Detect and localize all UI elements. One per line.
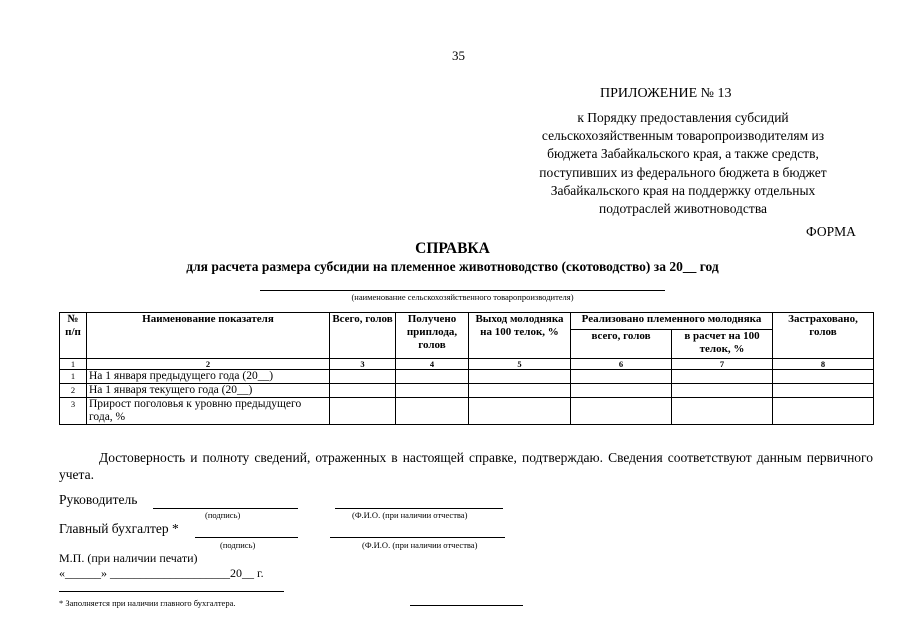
data-table (59, 312, 874, 425)
column-number: 5 (469, 359, 571, 370)
footnote-separator (59, 591, 284, 592)
table-cell[interactable] (330, 384, 396, 398)
table-row (60, 370, 874, 384)
appendix-title: ПРИЛОЖЕНИЕ № 13 (600, 86, 732, 101)
column-number: 3 (330, 359, 396, 370)
head-name-line[interactable] (335, 508, 503, 509)
form-label: ФОРМА (806, 224, 856, 239)
confirmation-text: Достоверность и полноту сведений, отраженных в настоящей справке, подтверждаю. Сведения соответствуют данным первичного учета. (59, 450, 873, 482)
producer-name-caption: (наименование сельскохозяйственного товаропроизводителя) (351, 292, 574, 302)
accountant-signature-caption: (подпись) (220, 540, 256, 550)
table-cell[interactable] (469, 370, 571, 384)
producer-name-line[interactable] (260, 290, 665, 291)
table-cell[interactable] (672, 370, 773, 384)
document-title: СПРАВКА (415, 240, 490, 257)
row-label: На 1 января текущего года (20__) (87, 384, 330, 398)
appendix-line: подотраслей животноводства (598, 201, 768, 217)
appendix-text (498, 109, 868, 218)
row-label: На 1 января предыдущего года (20__) (87, 370, 330, 384)
row-number: 3 (60, 398, 87, 425)
column-number: 2 (87, 359, 330, 370)
stamp-note: М.П. (при наличии печати) (59, 551, 198, 565)
table-cell[interactable] (773, 398, 874, 425)
appendix-line: сельскохозяйственным товаропроизводителям из (541, 128, 825, 144)
header-yield: Выход молодняка на 100 телок, % (469, 313, 571, 359)
appendix-line: бюджета Забайкальского края, а также средств, (547, 146, 819, 162)
table-cell[interactable] (469, 398, 571, 425)
appendix-line: Забайкальского края на поддержку отдельных (550, 182, 816, 198)
date-line[interactable]: «______» ____________________20__ г. (59, 566, 264, 580)
header-num: № п/п (60, 313, 87, 359)
table-row (60, 384, 874, 398)
appendix-line: к Порядку предоставления субсидий (577, 110, 789, 125)
column-number: 4 (396, 359, 469, 370)
head-label: Руководитель (59, 492, 138, 507)
header-name: Наименование показателя (87, 313, 330, 359)
table-cell[interactable] (571, 384, 672, 398)
closing-line (410, 605, 523, 606)
table-cell[interactable] (773, 370, 874, 384)
head-signature-line[interactable] (153, 508, 298, 509)
table-cell[interactable] (571, 370, 672, 384)
column-number: 6 (571, 359, 672, 370)
row-number: 2 (60, 384, 87, 398)
accountant-name-caption: (Ф.И.О. (при наличии отчества) (362, 540, 478, 550)
table-cell[interactable] (672, 398, 773, 425)
column-number: 1 (60, 359, 87, 370)
table-cell[interactable] (773, 384, 874, 398)
table-cell[interactable] (330, 370, 396, 384)
column-number-row (60, 359, 874, 370)
footnote: * Заполняется при наличии главного бухгалтера. (59, 598, 236, 608)
head-signature-caption: (подпись) (205, 510, 241, 520)
table-cell[interactable] (396, 384, 469, 398)
column-number: 8 (773, 359, 874, 370)
table-row (60, 398, 874, 425)
table-cell[interactable] (571, 398, 672, 425)
header-sold-per100: в расчет на 100 телок, % (672, 330, 773, 359)
appendix-line: поступивших из федерального бюджета в бюджет (539, 164, 827, 180)
table-cell[interactable] (330, 398, 396, 425)
row-label: Прирост поголовья к уровню предыдущего года, % (87, 398, 330, 425)
header-sold-total: всего, голов (571, 330, 672, 359)
header-total: Всего, голов (330, 313, 396, 359)
header-sold: Реализовано племенного молодняка (571, 313, 773, 330)
header-insured: Застраховано, голов (773, 313, 874, 359)
table-cell[interactable] (672, 384, 773, 398)
table-cell[interactable] (396, 398, 469, 425)
head-name-caption: (Ф.И.О. (при наличии отчества) (352, 510, 468, 520)
header-offspring: Получено приплода, голов (396, 313, 469, 359)
accountant-name-line[interactable] (330, 537, 505, 538)
accountant-signature-line[interactable] (195, 537, 298, 538)
page-number: 35 (452, 48, 465, 63)
table-cell[interactable] (469, 384, 571, 398)
document-subtitle: для расчета размера субсидии на племенное животноводство (скотоводство) за 20__ год (186, 259, 719, 274)
column-number: 7 (672, 359, 773, 370)
table-cell[interactable] (396, 370, 469, 384)
row-number: 1 (60, 370, 87, 384)
accountant-label: Главный бухгалтер * (59, 521, 179, 536)
